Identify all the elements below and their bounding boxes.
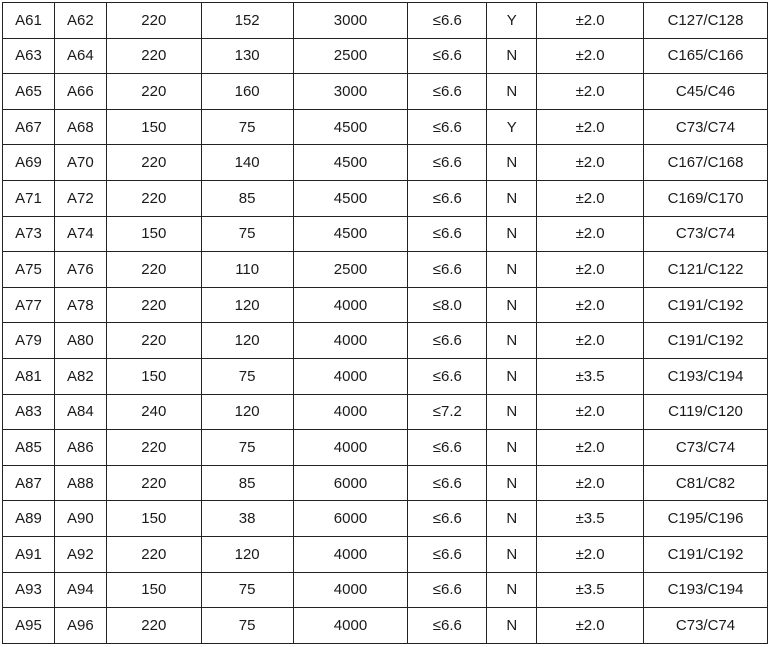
deviation-cell: ±2.0 [537, 394, 644, 430]
row-id-b-cell: A62 [54, 3, 106, 39]
deviation-cell: ±2.0 [537, 180, 644, 216]
code-pair-cell: C193/C194 [644, 358, 768, 394]
col-5-cell: 4000 [293, 536, 408, 572]
col-4-cell: 120 [201, 536, 293, 572]
table-row [3, 501, 768, 537]
row-id-a-cell: A87 [3, 465, 55, 501]
flag-cell: N [487, 38, 537, 74]
tolerance-limit-cell: ≤6.6 [408, 608, 487, 644]
flag-cell: N [487, 287, 537, 323]
col-3-cell: 150 [106, 501, 201, 537]
col-4-cell: 75 [201, 358, 293, 394]
col-3-cell: 220 [106, 536, 201, 572]
row-id-a-cell: A91 [3, 536, 55, 572]
flag-cell: N [487, 465, 537, 501]
row-id-b-cell: A78 [54, 287, 106, 323]
code-pair-cell: C127/C128 [644, 3, 768, 39]
table-row [3, 287, 768, 323]
flag-cell: N [487, 252, 537, 288]
table-row [3, 216, 768, 252]
tolerance-limit-cell: ≤6.6 [408, 358, 487, 394]
col-3-cell: 220 [106, 180, 201, 216]
col-4-cell: 85 [201, 180, 293, 216]
row-id-b-cell: A64 [54, 38, 106, 74]
col-5-cell: 4500 [293, 109, 408, 145]
col-5-cell: 4000 [293, 287, 408, 323]
row-id-b-cell: A76 [54, 252, 106, 288]
table-row [3, 465, 768, 501]
col-5-cell: 4000 [293, 358, 408, 394]
deviation-cell: ±2.0 [537, 608, 644, 644]
deviation-cell: ±3.5 [537, 501, 644, 537]
row-id-b-cell: A92 [54, 536, 106, 572]
col-4-cell: 75 [201, 109, 293, 145]
row-id-b-cell: A96 [54, 608, 106, 644]
col-5-cell: 4000 [293, 430, 408, 466]
table-row [3, 358, 768, 394]
table-row [3, 323, 768, 359]
flag-cell: N [487, 180, 537, 216]
col-5-cell: 4000 [293, 323, 408, 359]
col-3-cell: 150 [106, 109, 201, 145]
table-row [3, 608, 768, 644]
deviation-cell: ±2.0 [537, 252, 644, 288]
deviation-cell: ±2.0 [537, 323, 644, 359]
col-4-cell: 75 [201, 572, 293, 608]
tolerance-limit-cell: ≤6.6 [408, 323, 487, 359]
flag-cell: N [487, 145, 537, 181]
table-row [3, 145, 768, 181]
col-5-cell: 4500 [293, 180, 408, 216]
col-5-cell: 6000 [293, 465, 408, 501]
tolerance-limit-cell: ≤6.6 [408, 74, 487, 110]
table-row [3, 252, 768, 288]
row-id-a-cell: A79 [3, 323, 55, 359]
flag-cell: N [487, 394, 537, 430]
col-5-cell: 4500 [293, 145, 408, 181]
flag-cell: N [487, 501, 537, 537]
row-id-a-cell: A77 [3, 287, 55, 323]
row-id-a-cell: A83 [3, 394, 55, 430]
table-row [3, 180, 768, 216]
code-pair-cell: C191/C192 [644, 323, 768, 359]
col-4-cell: 140 [201, 145, 293, 181]
row-id-a-cell: A61 [3, 3, 55, 39]
tolerance-limit-cell: ≤6.6 [408, 252, 487, 288]
table-row [3, 394, 768, 430]
code-pair-cell: C191/C192 [644, 287, 768, 323]
col-5-cell: 4500 [293, 216, 408, 252]
col-5-cell: 3000 [293, 74, 408, 110]
col-3-cell: 150 [106, 216, 201, 252]
flag-cell: Y [487, 109, 537, 145]
col-5-cell: 2500 [293, 38, 408, 74]
col-3-cell: 220 [106, 430, 201, 466]
row-id-b-cell: A72 [54, 180, 106, 216]
tolerance-limit-cell: ≤6.6 [408, 536, 487, 572]
col-5-cell: 3000 [293, 3, 408, 39]
row-id-a-cell: A81 [3, 358, 55, 394]
deviation-cell: ±2.0 [537, 74, 644, 110]
col-3-cell: 150 [106, 572, 201, 608]
tolerance-limit-cell: ≤8.0 [408, 287, 487, 323]
table-body [3, 3, 768, 644]
code-pair-cell: C165/C166 [644, 38, 768, 74]
row-id-a-cell: A73 [3, 216, 55, 252]
flag-cell: N [487, 572, 537, 608]
tolerance-limit-cell: ≤7.2 [408, 394, 487, 430]
tolerance-limit-cell: ≤6.6 [408, 109, 487, 145]
col-3-cell: 150 [106, 358, 201, 394]
deviation-cell: ±3.5 [537, 572, 644, 608]
col-5-cell: 4000 [293, 394, 408, 430]
code-pair-cell: C193/C194 [644, 572, 768, 608]
flag-cell: N [487, 430, 537, 466]
col-4-cell: 75 [201, 216, 293, 252]
row-id-b-cell: A74 [54, 216, 106, 252]
col-5-cell: 6000 [293, 501, 408, 537]
deviation-cell: ±3.5 [537, 358, 644, 394]
tolerance-limit-cell: ≤6.6 [408, 38, 487, 74]
tolerance-limit-cell: ≤6.6 [408, 465, 487, 501]
row-id-b-cell: A70 [54, 145, 106, 181]
col-3-cell: 220 [106, 252, 201, 288]
flag-cell: N [487, 323, 537, 359]
code-pair-cell: C81/C82 [644, 465, 768, 501]
spec-table [2, 2, 768, 644]
col-4-cell: 75 [201, 608, 293, 644]
row-id-b-cell: A86 [54, 430, 106, 466]
col-4-cell: 130 [201, 38, 293, 74]
col-4-cell: 120 [201, 394, 293, 430]
col-3-cell: 220 [106, 608, 201, 644]
tolerance-limit-cell: ≤6.6 [408, 572, 487, 608]
row-id-b-cell: A66 [54, 74, 106, 110]
col-5-cell: 4000 [293, 572, 408, 608]
col-3-cell: 220 [106, 465, 201, 501]
col-4-cell: 110 [201, 252, 293, 288]
deviation-cell: ±2.0 [537, 109, 644, 145]
deviation-cell: ±2.0 [537, 38, 644, 74]
code-pair-cell: C73/C74 [644, 109, 768, 145]
col-4-cell: 85 [201, 465, 293, 501]
table-row [3, 109, 768, 145]
row-id-b-cell: A84 [54, 394, 106, 430]
deviation-cell: ±2.0 [537, 536, 644, 572]
col-3-cell: 220 [106, 145, 201, 181]
flag-cell: N [487, 358, 537, 394]
row-id-b-cell: A90 [54, 501, 106, 537]
flag-cell: N [487, 216, 537, 252]
code-pair-cell: C73/C74 [644, 430, 768, 466]
deviation-cell: ±2.0 [537, 145, 644, 181]
col-4-cell: 160 [201, 74, 293, 110]
code-pair-cell: C121/C122 [644, 252, 768, 288]
tolerance-limit-cell: ≤6.6 [408, 501, 487, 537]
code-pair-cell: C169/C170 [644, 180, 768, 216]
row-id-b-cell: A94 [54, 572, 106, 608]
col-4-cell: 120 [201, 287, 293, 323]
deviation-cell: ±2.0 [537, 287, 644, 323]
col-5-cell: 4000 [293, 608, 408, 644]
code-pair-cell: C191/C192 [644, 536, 768, 572]
table-row [3, 74, 768, 110]
deviation-cell: ±2.0 [537, 3, 644, 39]
row-id-a-cell: A93 [3, 572, 55, 608]
tolerance-limit-cell: ≤6.6 [408, 430, 487, 466]
row-id-a-cell: A95 [3, 608, 55, 644]
code-pair-cell: C167/C168 [644, 145, 768, 181]
row-id-a-cell: A65 [3, 74, 55, 110]
col-4-cell: 75 [201, 430, 293, 466]
row-id-b-cell: A80 [54, 323, 106, 359]
col-3-cell: 220 [106, 287, 201, 323]
tolerance-limit-cell: ≤6.6 [408, 180, 487, 216]
tolerance-limit-cell: ≤6.6 [408, 216, 487, 252]
col-3-cell: 220 [106, 74, 201, 110]
table-row [3, 536, 768, 572]
col-3-cell: 220 [106, 323, 201, 359]
code-pair-cell: C73/C74 [644, 216, 768, 252]
col-3-cell: 220 [106, 3, 201, 39]
flag-cell: N [487, 536, 537, 572]
tolerance-limit-cell: ≤6.6 [408, 3, 487, 39]
row-id-a-cell: A89 [3, 501, 55, 537]
row-id-a-cell: A71 [3, 180, 55, 216]
code-pair-cell: C195/C196 [644, 501, 768, 537]
col-4-cell: 152 [201, 3, 293, 39]
row-id-a-cell: A67 [3, 109, 55, 145]
col-4-cell: 120 [201, 323, 293, 359]
col-3-cell: 240 [106, 394, 201, 430]
deviation-cell: ±2.0 [537, 465, 644, 501]
code-pair-cell: C73/C74 [644, 608, 768, 644]
row-id-a-cell: A85 [3, 430, 55, 466]
deviation-cell: ±2.0 [537, 430, 644, 466]
flag-cell: N [487, 74, 537, 110]
table-row [3, 572, 768, 608]
row-id-a-cell: A69 [3, 145, 55, 181]
row-id-a-cell: A63 [3, 38, 55, 74]
deviation-cell: ±2.0 [537, 216, 644, 252]
col-5-cell: 2500 [293, 252, 408, 288]
flag-cell: N [487, 608, 537, 644]
row-id-a-cell: A75 [3, 252, 55, 288]
row-id-b-cell: A68 [54, 109, 106, 145]
code-pair-cell: C45/C46 [644, 74, 768, 110]
row-id-b-cell: A82 [54, 358, 106, 394]
row-id-b-cell: A88 [54, 465, 106, 501]
table-row [3, 430, 768, 466]
col-4-cell: 38 [201, 501, 293, 537]
tolerance-limit-cell: ≤6.6 [408, 145, 487, 181]
code-pair-cell: C119/C120 [644, 394, 768, 430]
col-3-cell: 220 [106, 38, 201, 74]
table-row [3, 3, 768, 39]
table-row [3, 38, 768, 74]
flag-cell: Y [487, 3, 537, 39]
